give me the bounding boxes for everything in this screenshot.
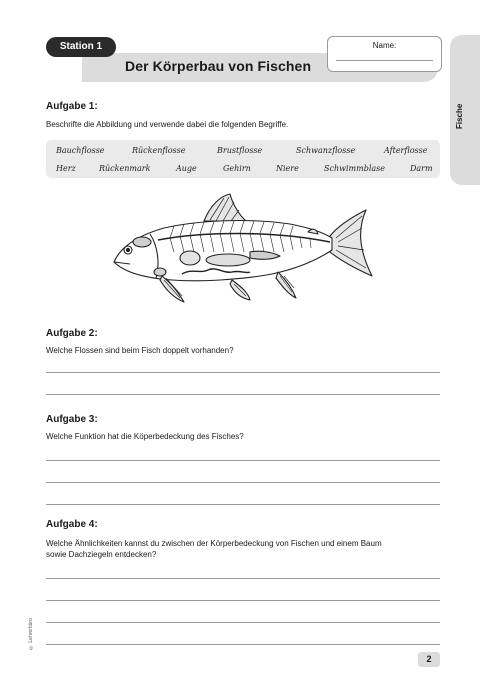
name-label: Name: (372, 41, 397, 50)
name-field[interactable] (327, 36, 442, 72)
page-title: Der Körperbau von Fischen (125, 58, 312, 74)
task-1-text: Beschrifte die Abbildung und verwende dabei die folgenden Begriffe. (46, 120, 289, 129)
word-bank-item: Auge (176, 164, 197, 173)
word-bank-item: Schwimmblase (324, 164, 385, 173)
word-bank-item: Rückenflosse (132, 146, 186, 155)
name-line (336, 60, 433, 61)
station-badge: Station 1 (46, 37, 116, 57)
word-bank-item: Brustflosse (217, 146, 263, 155)
word-bank (46, 140, 440, 178)
task-1-heading: Aufgabe 1: (46, 101, 98, 112)
answer-line[interactable] (46, 578, 440, 579)
answer-line[interactable] (46, 460, 440, 461)
word-bank-item: Gehirn (223, 164, 251, 173)
stomach (180, 251, 200, 265)
word-bank-item: Niere (276, 164, 299, 173)
answer-line[interactable] (46, 372, 440, 373)
fish-drawing (114, 194, 372, 302)
word-bank-item: Darm (410, 164, 433, 173)
swim-bladder (206, 254, 250, 266)
answer-line[interactable] (46, 394, 440, 395)
word-bank-item: Herz (56, 164, 76, 173)
answer-line[interactable] (46, 600, 440, 601)
task-2-heading: Aufgabe 2: (46, 328, 98, 339)
task-4-text-line-1: Welche Ähnlichkeiten kannst du zwischen der Körperbedeckung von Fischen und einem Baum (46, 539, 382, 548)
side-tab-label: Fische (455, 103, 464, 129)
answer-line[interactable] (46, 482, 440, 483)
heart (154, 268, 166, 276)
word-bank-item: Afterflosse (384, 146, 428, 155)
word-bank-item: Bauchflosse (56, 146, 105, 155)
answer-line[interactable] (46, 644, 440, 645)
fish-anatomy-illustration (100, 188, 380, 310)
task-4-heading: Aufgabe 4: (46, 519, 98, 530)
task-3-heading: Aufgabe 3: (46, 414, 98, 425)
task-3-text: Welche Funktion hat die Köperbedeckung des Fisches? (46, 432, 244, 441)
word-bank-item: Schwanzflosse (296, 146, 356, 155)
task-4-text-line-2: sowie Dachziegeln entdecken? (46, 550, 157, 559)
answer-line[interactable] (46, 504, 440, 505)
word-bank-item: Rückenmark (99, 164, 151, 173)
answer-line[interactable] (46, 622, 440, 623)
brain (133, 237, 151, 247)
tail-fin (330, 210, 372, 276)
anal-fin (276, 272, 296, 298)
copyright-note: © Lehrerbüro (28, 618, 34, 650)
task-2-text: Welche Flossen sind beim Fisch doppelt vorhanden? (46, 346, 234, 355)
page-number: 2 (418, 652, 440, 667)
